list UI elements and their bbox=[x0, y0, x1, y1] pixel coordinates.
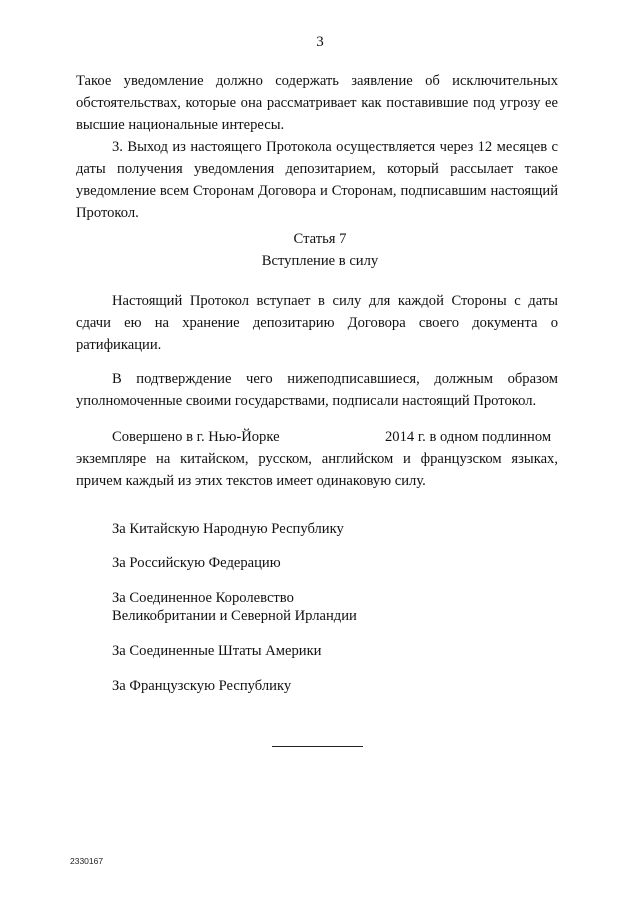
paragraph-entry-into-force bbox=[76, 290, 558, 356]
paragraph-text: Настоящий Протокол вступает в силу для каждой Стороны с даты сдачи ею на хранение депозитарию Договора своего документа о ратификации. bbox=[76, 293, 558, 353]
paragraph-text: 3. Выход из настоящего Протокола осуществляется через 12 месяцев с даты получения уведомления депозитарием, который рассылает такое уведомление всем Сторонам Договора и Сторонам, подписавшим настоящий Протокол. bbox=[76, 139, 558, 221]
page-number: 3 bbox=[316, 34, 324, 50]
paragraph-in-witness bbox=[76, 368, 558, 412]
paragraph-text: В подтверждение чего нижеподписавшиеся, должным образом уполномоченные своими государствами, подписали настоящий Протокол. bbox=[76, 371, 558, 409]
paragraph-notice-content bbox=[76, 70, 558, 136]
paragraph-text: Такое уведомление должно содержать заявление об исключительных обстоятельствах, которые она рассматривает как поставившие под угрозу ее высшие национальные интересы. bbox=[76, 73, 558, 133]
paragraph-text: экземпляре на китайском, русском, английском и французском языках, причем каждый из этих текстов имеет одинаковую силу. bbox=[76, 451, 558, 489]
done-at-date: 2014 г. в одном подлинном bbox=[385, 429, 552, 445]
signatory-uk-line2: Великобритании и Северной Ирландии bbox=[112, 608, 357, 624]
signatory-france: За Французскую Республику bbox=[112, 678, 292, 694]
paragraph-done-at bbox=[76, 448, 558, 492]
signatory-russia: За Российскую Федерацию bbox=[112, 555, 281, 571]
signatory-uk-line1: За Соединенное Королевство bbox=[112, 590, 294, 606]
signatory-china: За Китайскую Народную Республику bbox=[112, 521, 344, 537]
done-at-place: Совершено в г. Нью-Йорке bbox=[112, 429, 280, 445]
paragraph-withdrawal bbox=[76, 136, 558, 224]
end-of-document-rule bbox=[272, 746, 363, 747]
done-at-line bbox=[76, 426, 558, 448]
article-number: Статья 7 bbox=[293, 231, 347, 247]
article-title: Вступление в силу bbox=[261, 253, 379, 269]
document-code: 2330167 bbox=[70, 856, 104, 866]
signatory-usa: За Соединенные Штаты Америки bbox=[112, 643, 322, 659]
